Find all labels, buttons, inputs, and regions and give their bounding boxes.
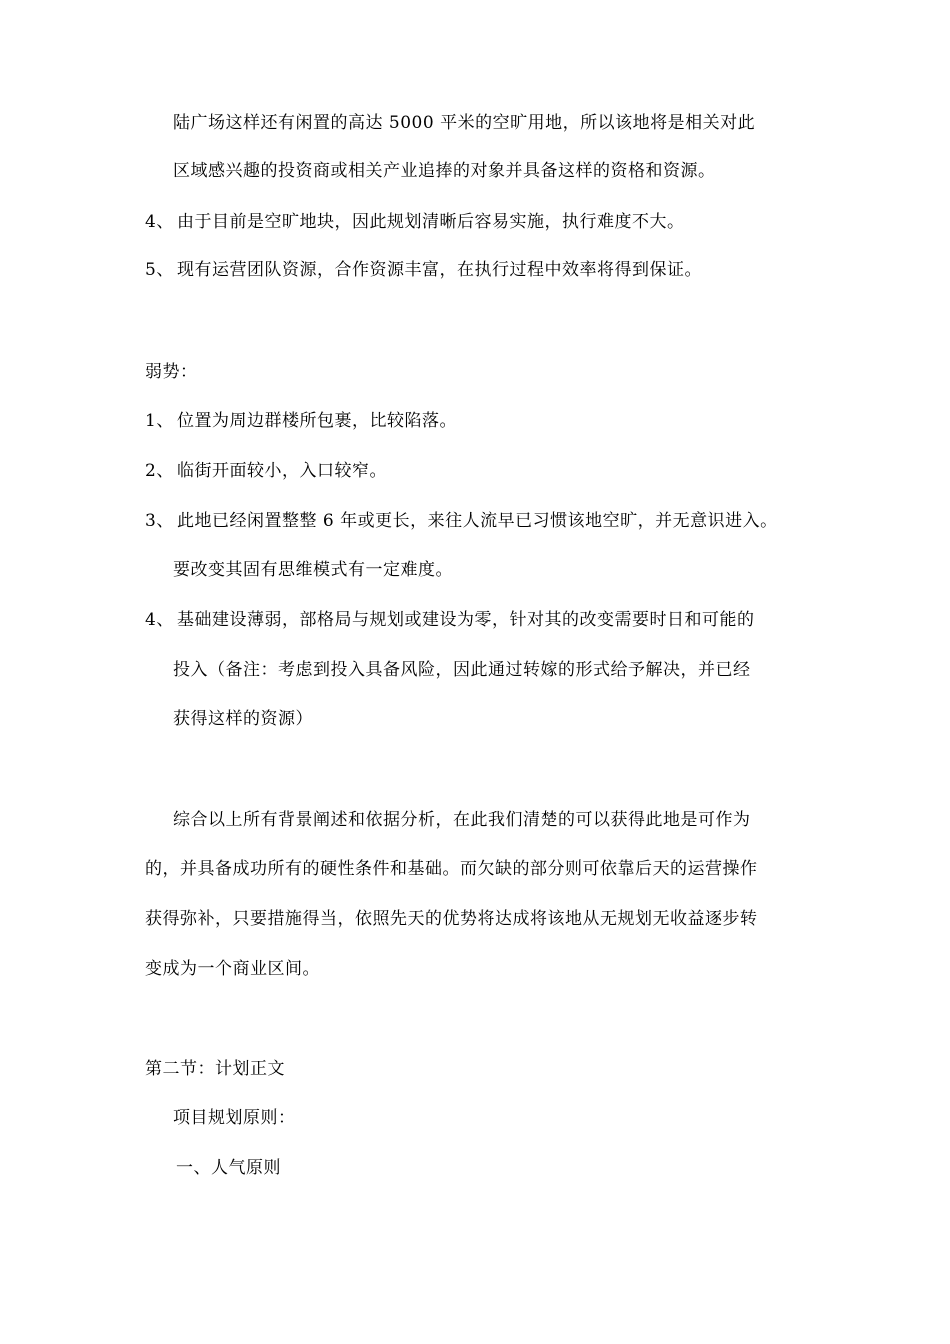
weakness-item-2 xyxy=(145,460,387,482)
principle-1-heading: 一、人气原则 xyxy=(176,1158,281,1178)
section-2-title: 第二节：计划正文 xyxy=(145,1059,285,1079)
strength-item-4-text: 由于目前是空旷地块，因此规划清晰后容易实施，执行难度不大。 xyxy=(177,212,685,232)
summary-line-3: 获得弥补，只要措施得当，依照先天的优势将达成将该地从无规划无收益逐步转 xyxy=(145,909,758,929)
weakness-item-4-line-2: 投入（备注：考虑到投入具备风险，因此通过转嫁的形式给予解决，并已经 xyxy=(173,660,751,680)
weakness-item-4 xyxy=(145,609,755,631)
summary-line-2: 的，并具备成功所有的硬性条件和基础。而欠缺的部分则可依靠后天的运营操作 xyxy=(145,859,758,879)
weakness-item-3 xyxy=(145,510,778,532)
strength-3-line-1: 陆广场这样还有闲置的高达 5000 平米的空旷用地，所以该地将是相关对此 xyxy=(173,113,756,133)
strength-item-5-text: 现有运营团队资源，合作资源丰富，在执行过程中效率将得到保证。 xyxy=(177,260,702,280)
summary-line-4: 变成为一个商业区间。 xyxy=(145,959,320,979)
weakness-item-1-text: 位置为周边群楼所包裹，比较陷落。 xyxy=(177,411,457,431)
strength-item-5 xyxy=(145,259,702,281)
weakness-item-2-text: 临街开面较小，入口较窄。 xyxy=(177,461,387,481)
weakness-item-2-number: 2、 xyxy=(145,461,174,481)
weakness-item-1-number: 1、 xyxy=(145,411,174,431)
summary-line-1: 综合以上所有背景阐述和依据分析，在此我们清楚的可以获得此地是可作为 xyxy=(173,810,751,830)
weaknesses-heading: 弱势： xyxy=(145,362,198,382)
strength-item-4 xyxy=(145,211,685,233)
weakness-item-4-line-3: 获得这样的资源） xyxy=(173,709,313,729)
strength-item-5-number: 5、 xyxy=(145,260,174,280)
weakness-item-3-number: 3、 xyxy=(145,511,174,531)
weakness-item-3-line-2: 要改变其固有思维模式有一定难度。 xyxy=(173,560,453,580)
section-2-subtitle: 项目规划原则： xyxy=(173,1108,296,1128)
strength-item-4-number: 4、 xyxy=(145,212,174,232)
strength-3-line-2: 区域感兴趣的投资商或相关产业追捧的对象并具备这样的资格和资源。 xyxy=(173,161,716,181)
weakness-item-4-line-1: 基础建设薄弱，部格局与规划或建设为零，针对其的改变需要时日和可能的 xyxy=(177,610,755,630)
weakness-item-1 xyxy=(145,410,457,432)
weakness-item-3-line-1: 此地已经闲置整整 6 年或更长，来往人流早已习惯该地空旷，并无意识进入。 xyxy=(177,511,778,531)
weakness-item-4-number: 4、 xyxy=(145,610,174,630)
